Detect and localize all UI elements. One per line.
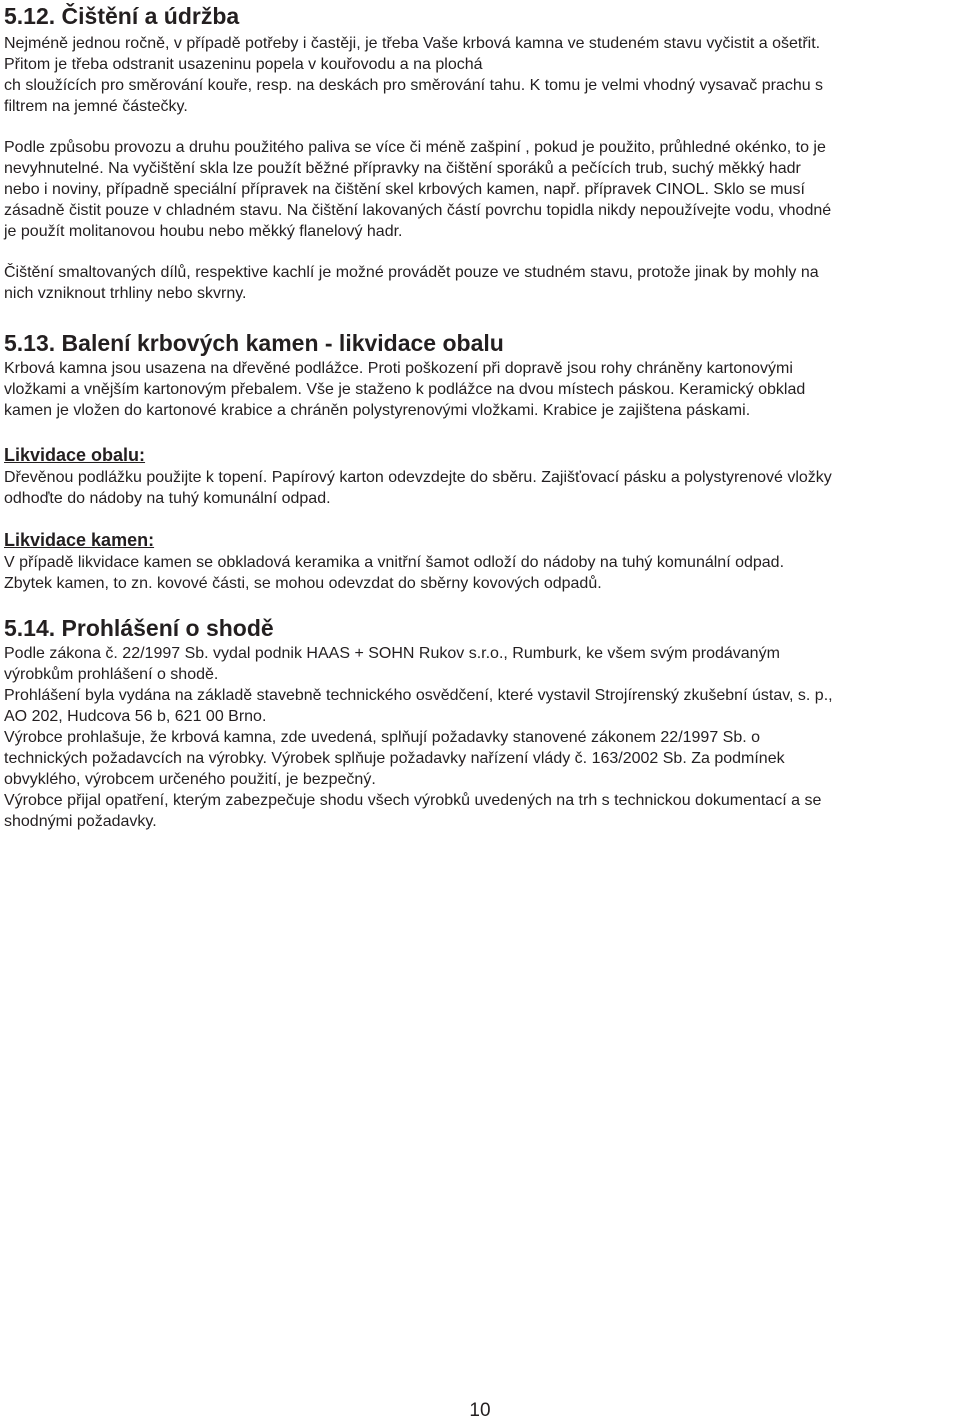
section-title-5-13: 5.13. Balení krbových kamen - likvidace obalu [4,330,504,356]
text-line: odhoďte do nádoby na tuhý komunální odpad. [4,490,331,507]
section-5-12 [4,2,954,304]
text-line: vložkami a vnějším kartonovým přebalem. Vše je staženo k podlážce na dvou místech páskou. Keramický obklad [4,381,806,398]
text-line: Výrobce přijal opatření, kterým zabezpečuje shodu všech výrobků uvedených na trh s technickou dokumentací a se [4,792,822,809]
text-line: shodnými požadavky. [4,813,157,830]
text-line: Podle způsobu provozu a druhu použitého paliva se více či méně zašpiní , pokud je použito, průhledné okénko, to je [4,139,826,156]
paragraph-5-12-2 [4,137,954,242]
text-line: zásadně čistit pouze v chladném stavu. Na čištění lakovaných částí povrchu topidla nikdy nepoužívejte vodu, vhodné [4,202,832,219]
text-line: výrobkům prohlášení o shodě. [4,666,219,683]
paragraph-likvidace-obalu [4,467,954,509]
text-line: Přitom je třeba odstranit usazeninu popela v kouřovodu a na plochá [4,56,483,73]
section-title-5-14: 5.14. Prohlášení o shodě [4,615,274,641]
text-line: nich vzniknout trhliny nebo skvrny. [4,285,247,302]
document-page [4,0,954,832]
paragraph-likvidace-kamen [4,552,954,594]
subheading-likvidace-obalu: Likvidace obalu: [4,445,146,465]
section-title-5-12: 5.12. Čištění a údržba [4,3,240,29]
text-line: nebo i noviny, případně speciální přípravek na čištění skel krbových kamen, např. přípravek CINOL. Sklo se musí [4,181,805,198]
subheading-likvidace-kamen: Likvidace kamen: [4,530,155,550]
text-line: kamen je vložen do kartonové krabice a chráněn polystyrenovými vložkami. Krabice je zajištena páskami. [4,402,751,419]
text-line: Prohlášení byla vydána na základě stavebně technického osvědčení, které vystavil Strojírenský zkušební ústav, s. p., [4,687,833,704]
text-line: ch sloužících pro směrování kouře, resp. na deskách pro směrování tahu. K tomu je velmi vhodný vysavač prachu s [4,77,824,94]
text-line: obvyklého, výrobcem určeného použití, je bezpečný. [4,771,376,788]
paragraph-5-12-1 [4,33,954,117]
paragraph-5-13-1 [4,358,954,421]
text-line: AO 202, Hudcova 56 b, 621 00 Brno. [4,708,267,725]
section-5-14 [4,614,954,832]
text-line: V případě likvidace kamen se obkladová keramika a vnitřní šamot odloží do nádoby na tuhý komunální odpad. [4,554,785,571]
paragraph-5-14 [4,643,954,832]
text-line: Zbytek kamen, to zn. kovové části, se mohou odevzdat do sběrny kovových odpadů. [4,575,602,592]
text-line: Nejméně jednou ročně, v případě potřeby i častěji, je třeba Vaše krbová kamna ve studeném stavu vyčistit a ošetřit. [4,35,821,52]
text-line: Podle zákona č. 22/1997 Sb. vydal podnik HAAS + SOHN Rukov s.r.o., Rumburk, ke všem svým prodávaným [4,645,780,662]
text-line: Čištění smaltovaných dílů, respektive kachlí je možné provádět pouze ve studném stavu, protože jinak by mohly na [4,264,819,281]
section-5-13 [4,329,954,594]
page-number: 10 [469,1400,491,1421]
text-line: technických požadavcích na výrobky. Výrobek splňuje požadavky nařízení vlády č. 163/2002 Sb. Za podmínek [4,750,785,767]
text-line: Krbová kamna jsou usazena na dřevěné podlážce. Proti poškození při dopravě jsou rohy chráněny kartonovými [4,360,793,377]
text-line: je použít molitanovou houbu nebo měkký flanelový hadr. [4,223,403,240]
text-line: filtrem na jemné částečky. [4,98,188,115]
text-line: nevyhnutelné. Na vyčištění skla lze použít běžné přípravky na čištění sporáků a pečících trub, suchý měkký hadr [4,160,801,177]
text-line: Dřevěnou podlážku použijte k topení. Papírový karton odevzdejte do sběru. Zajišťovací pásku a polystyrenové vložky [4,469,832,486]
paragraph-5-12-3 [4,262,954,304]
text-line: Výrobce prohlašuje, že krbová kamna, zde uvedená, splňují požadavky stanovené zákonem 22/1997 Sb. o [4,729,761,746]
